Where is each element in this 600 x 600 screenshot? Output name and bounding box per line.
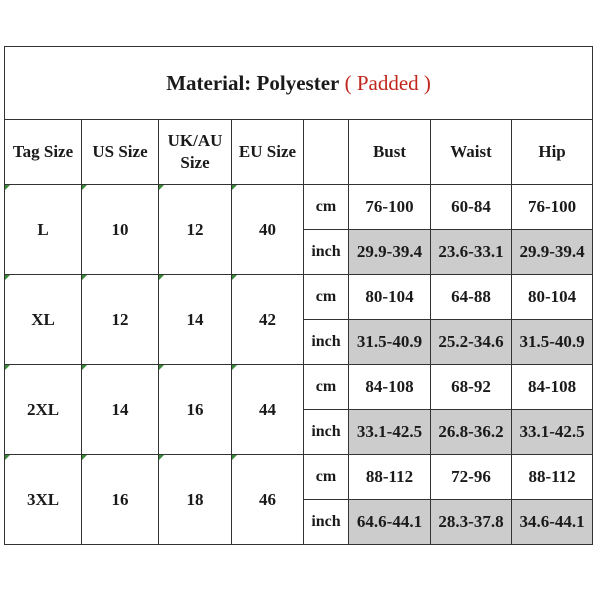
chart-title [5, 47, 593, 120]
hip-inch: 31.5-40.9 [512, 320, 593, 365]
bust-cm: 84-108 [349, 365, 431, 410]
tag-size-cell: 3XL [5, 455, 82, 545]
title-material: Material: Polyester [166, 70, 340, 95]
unit-cm: cm [304, 455, 349, 500]
header-unit [304, 120, 349, 185]
tag-size-cell: L [5, 185, 82, 275]
eu-size-cell: 40 [232, 185, 304, 275]
waist-inch: 25.2-34.6 [431, 320, 512, 365]
unit-cm: cm [304, 365, 349, 410]
header-us-size: US Size [82, 120, 159, 185]
hip-cm: 84-108 [512, 365, 593, 410]
waist-inch: 23.6-33.1 [431, 230, 512, 275]
header-waist: Waist [431, 120, 512, 185]
bust-cm: 80-104 [349, 275, 431, 320]
header-hip: Hip [512, 120, 593, 185]
waist-cm: 64-88 [431, 275, 512, 320]
waist-cm: 60-84 [431, 185, 512, 230]
hip-cm: 88-112 [512, 455, 593, 500]
table-row [5, 365, 593, 410]
header-eu-size: EU Size [232, 120, 304, 185]
us-size-cell: 16 [82, 455, 159, 545]
bust-inch: 31.5-40.9 [349, 320, 431, 365]
us-size-cell: 14 [82, 365, 159, 455]
size-chart [4, 46, 592, 552]
uk-size-cell: 18 [159, 455, 232, 545]
uk-size-cell: 14 [159, 275, 232, 365]
uk-size-cell: 16 [159, 365, 232, 455]
waist-inch: 26.8-36.2 [431, 410, 512, 455]
header-uk-au-size [159, 120, 232, 185]
table-row [5, 455, 593, 500]
unit-inch: inch [304, 230, 349, 275]
eu-size-cell: 46 [232, 455, 304, 545]
us-size-cell: 12 [82, 275, 159, 365]
bust-inch: 64.6-44.1 [349, 500, 431, 545]
waist-inch: 28.3-37.8 [431, 500, 512, 545]
hip-inch: 34.6-44.1 [512, 500, 593, 545]
unit-inch: inch [304, 410, 349, 455]
tag-size-cell: XL [5, 275, 82, 365]
eu-size-cell: 42 [232, 275, 304, 365]
unit-cm: cm [304, 185, 349, 230]
size-table [4, 46, 593, 545]
hip-cm: 76-100 [512, 185, 593, 230]
bust-cm: 76-100 [349, 185, 431, 230]
header-tag-size: Tag Size [5, 120, 82, 185]
us-size-cell: 10 [82, 185, 159, 275]
unit-inch: inch [304, 320, 349, 365]
hip-inch: 33.1-42.5 [512, 410, 593, 455]
bust-inch: 29.9-39.4 [349, 230, 431, 275]
eu-size-cell: 44 [232, 365, 304, 455]
table-row [5, 275, 593, 320]
waist-cm: 68-92 [431, 365, 512, 410]
waist-cm: 72-96 [431, 455, 512, 500]
hip-inch: 29.9-39.4 [512, 230, 593, 275]
table-row [5, 185, 593, 230]
uk-size-cell: 12 [159, 185, 232, 275]
unit-cm: cm [304, 275, 349, 320]
bust-inch: 33.1-42.5 [349, 410, 431, 455]
header-uk-au-line1: UK/AU [167, 131, 223, 150]
bust-cm: 88-112 [349, 455, 431, 500]
header-row [5, 120, 593, 185]
header-uk-au-line2: Size [180, 153, 210, 172]
unit-inch: inch [304, 500, 349, 545]
header-bust: Bust [349, 120, 431, 185]
tag-size-cell: 2XL [5, 365, 82, 455]
title-padded-note: ( Padded ) [339, 70, 431, 95]
hip-cm: 80-104 [512, 275, 593, 320]
